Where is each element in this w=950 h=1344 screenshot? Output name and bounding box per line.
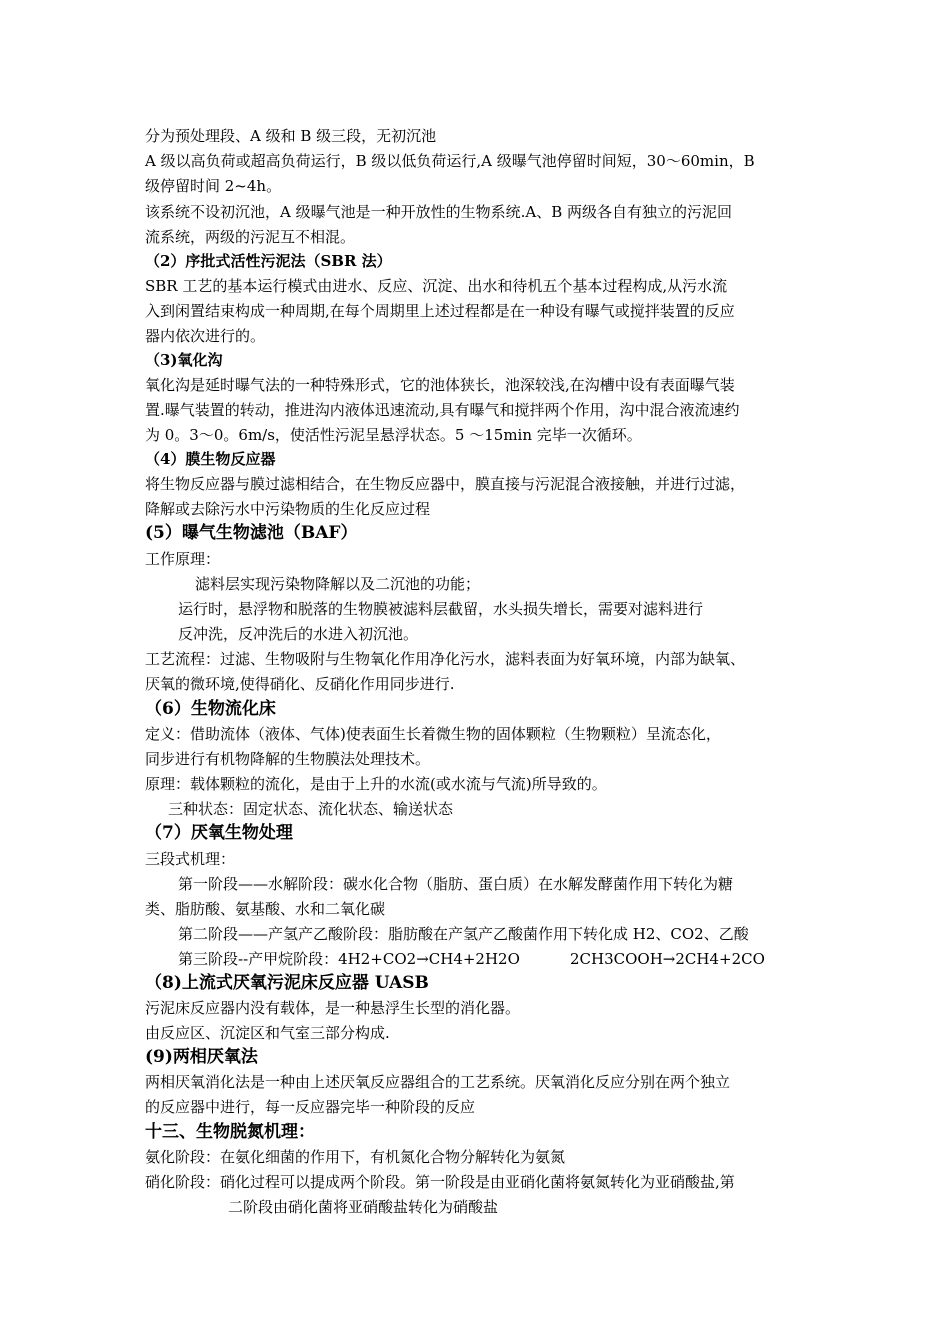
text-line: 运行时，悬浮物和脱落的生物膜被滤料层截留，水头损失增长，需要对滤料进行 bbox=[178, 600, 704, 618]
text-line: SBR 工艺的基本运行模式由进水、反应、沉淀、出水和待机五个基本过程构成,从污水流 bbox=[145, 277, 728, 295]
text-line: 硝化阶段：硝化过程可以提成两个阶段。第一阶段是由亚硝化菌将氨氮转化为亚硝酸盐,第 bbox=[145, 1173, 735, 1191]
text-line: 置.曝气装置的转动，推进沟内液体迅速流动,具有曝气和搅拌两个作用，沟中混合液流速约 bbox=[145, 401, 740, 419]
text-line: 厌氧的微环境,使得硝化、反硝化作用同步进行. bbox=[145, 675, 455, 693]
text-line: 第一阶段——水解阶段：碳水化合物（脂肪、蛋白质）在水解发酵菌作用下转化为糖 bbox=[178, 875, 734, 893]
text-line: 污泥床反应器内没有载体，是一种悬浮生长型的消化器。 bbox=[145, 999, 521, 1017]
text-line: 类、脂肪酸、氨基酸、水和二氧化碳 bbox=[145, 900, 386, 918]
text-line: 同步进行有机物降解的生物膜法处理技术。 bbox=[145, 750, 431, 768]
text-line: 三段式机理： bbox=[145, 850, 236, 868]
section-heading-denitrification: 十三、生物脱氮机理： bbox=[145, 1122, 315, 1142]
section-heading-two-phase: (9)两相厌氧法 bbox=[145, 1047, 258, 1067]
section-heading-uasb: （8)上流式厌氧污泥床反应器 UASB bbox=[145, 973, 429, 993]
text-line: 2CH3COOH→2CH4+2CO bbox=[570, 950, 765, 968]
text-line: A 级以高负荷或超高负荷运行，B 级以低负荷运行,A 级曝气池停留时间短，30～60min，B bbox=[145, 152, 755, 170]
section-heading-baf: (5）曝气生物滤池（BAF） bbox=[145, 523, 358, 543]
text-line: 二阶段由硝化菌将亚硝酸盐转化为硝酸盐 bbox=[228, 1198, 499, 1216]
text-line: 原理：载体颗粒的流化，是由于上升的水流(或水流与气流)所导致的。 bbox=[145, 775, 607, 793]
text-line: 该系统不设初沉池，A 级曝气池是一种开放性的生物系统.A、B 两级各自有独立的污泥回 bbox=[145, 203, 732, 221]
text-line: 的反应器中进行，每一反应器完毕一种阶段的反应 bbox=[145, 1098, 476, 1116]
text-line: 第三阶段--产甲烷阶段：4H2+CO2→CH4+2H2O bbox=[178, 950, 520, 968]
text-line: 两相厌氧消化法是一种由上述厌氧反应器组合的工艺系统。厌氧消化反应分别在两个独立 bbox=[145, 1073, 731, 1091]
section-heading-fluidized-bed: （6）生物流化床 bbox=[145, 699, 276, 719]
section-heading-mbr: （4）膜生物反应器 bbox=[145, 450, 276, 468]
text-line: 器内依次进行的。 bbox=[145, 327, 266, 345]
text-line: 反冲洗，反冲洗后的水进入初沉池。 bbox=[178, 625, 419, 643]
text-line: 为 0。3～0。6m/s，使活性污泥呈悬浮状态。5 ～15min 完毕一次循环。 bbox=[145, 426, 642, 444]
text-line: 分为预处理段、A 级和 B 级三段，无初沉池 bbox=[145, 127, 437, 145]
text-line: 流系统，两级的污泥互不相混。 bbox=[145, 228, 356, 246]
section-heading-oxidation-ditch: （3)氧化沟 bbox=[145, 351, 223, 369]
text-line: 第二阶段——产氢产乙酸阶段：脂肪酸在产氢产乙酸菌作用下转化成 H2、CO2、乙酸 bbox=[178, 925, 749, 943]
section-heading-anaerobic: （7）厌氧生物处理 bbox=[145, 823, 293, 843]
text-line: 氧化沟是延时曝气法的一种特殊形式，它的池体狭长，池深较浅,在沟槽中设有表面曝气装 bbox=[145, 376, 735, 394]
text-line: 将生物反应器与膜过滤相结合，在生物反应器中，膜直接与污泥混合液接触，并进行过滤， bbox=[145, 475, 746, 493]
text-line: 工作原理： bbox=[145, 550, 221, 568]
text-line: 三种状态：固定状态、流化状态、输送状态 bbox=[168, 800, 454, 818]
text-line: 由反应区、沉淀区和气室三部分构成. bbox=[145, 1024, 390, 1042]
text-line: 滤料层实现污染物降解以及二沉池的功能； bbox=[195, 575, 481, 593]
text-line: 级停留时间 2~4h。 bbox=[145, 177, 282, 195]
text-line: 氨化阶段：在氨化细菌的作用下，有机氮化合物分解转化为氨氮 bbox=[145, 1148, 566, 1166]
text-line: 工艺流程：过滤、生物吸附与生物氧化作用净化污水，滤料表面为好氧环境，内部为缺氧、 bbox=[145, 650, 746, 668]
section-heading-sbr: （2）序批式活性污泥法（SBR 法） bbox=[145, 252, 392, 270]
text-line: 定义：借助流体（液体、气体)使表面生长着微生物的固体颗粒（生物颗粒）呈流态化， bbox=[145, 725, 721, 743]
text-line: 入到闲置结束构成一种周期,在每个周期里上述过程都是在一种设有曝气或搅拌装置的反应 bbox=[145, 302, 735, 320]
text-line: 降解或去除污水中污染物质的生化反应过程 bbox=[145, 500, 431, 518]
